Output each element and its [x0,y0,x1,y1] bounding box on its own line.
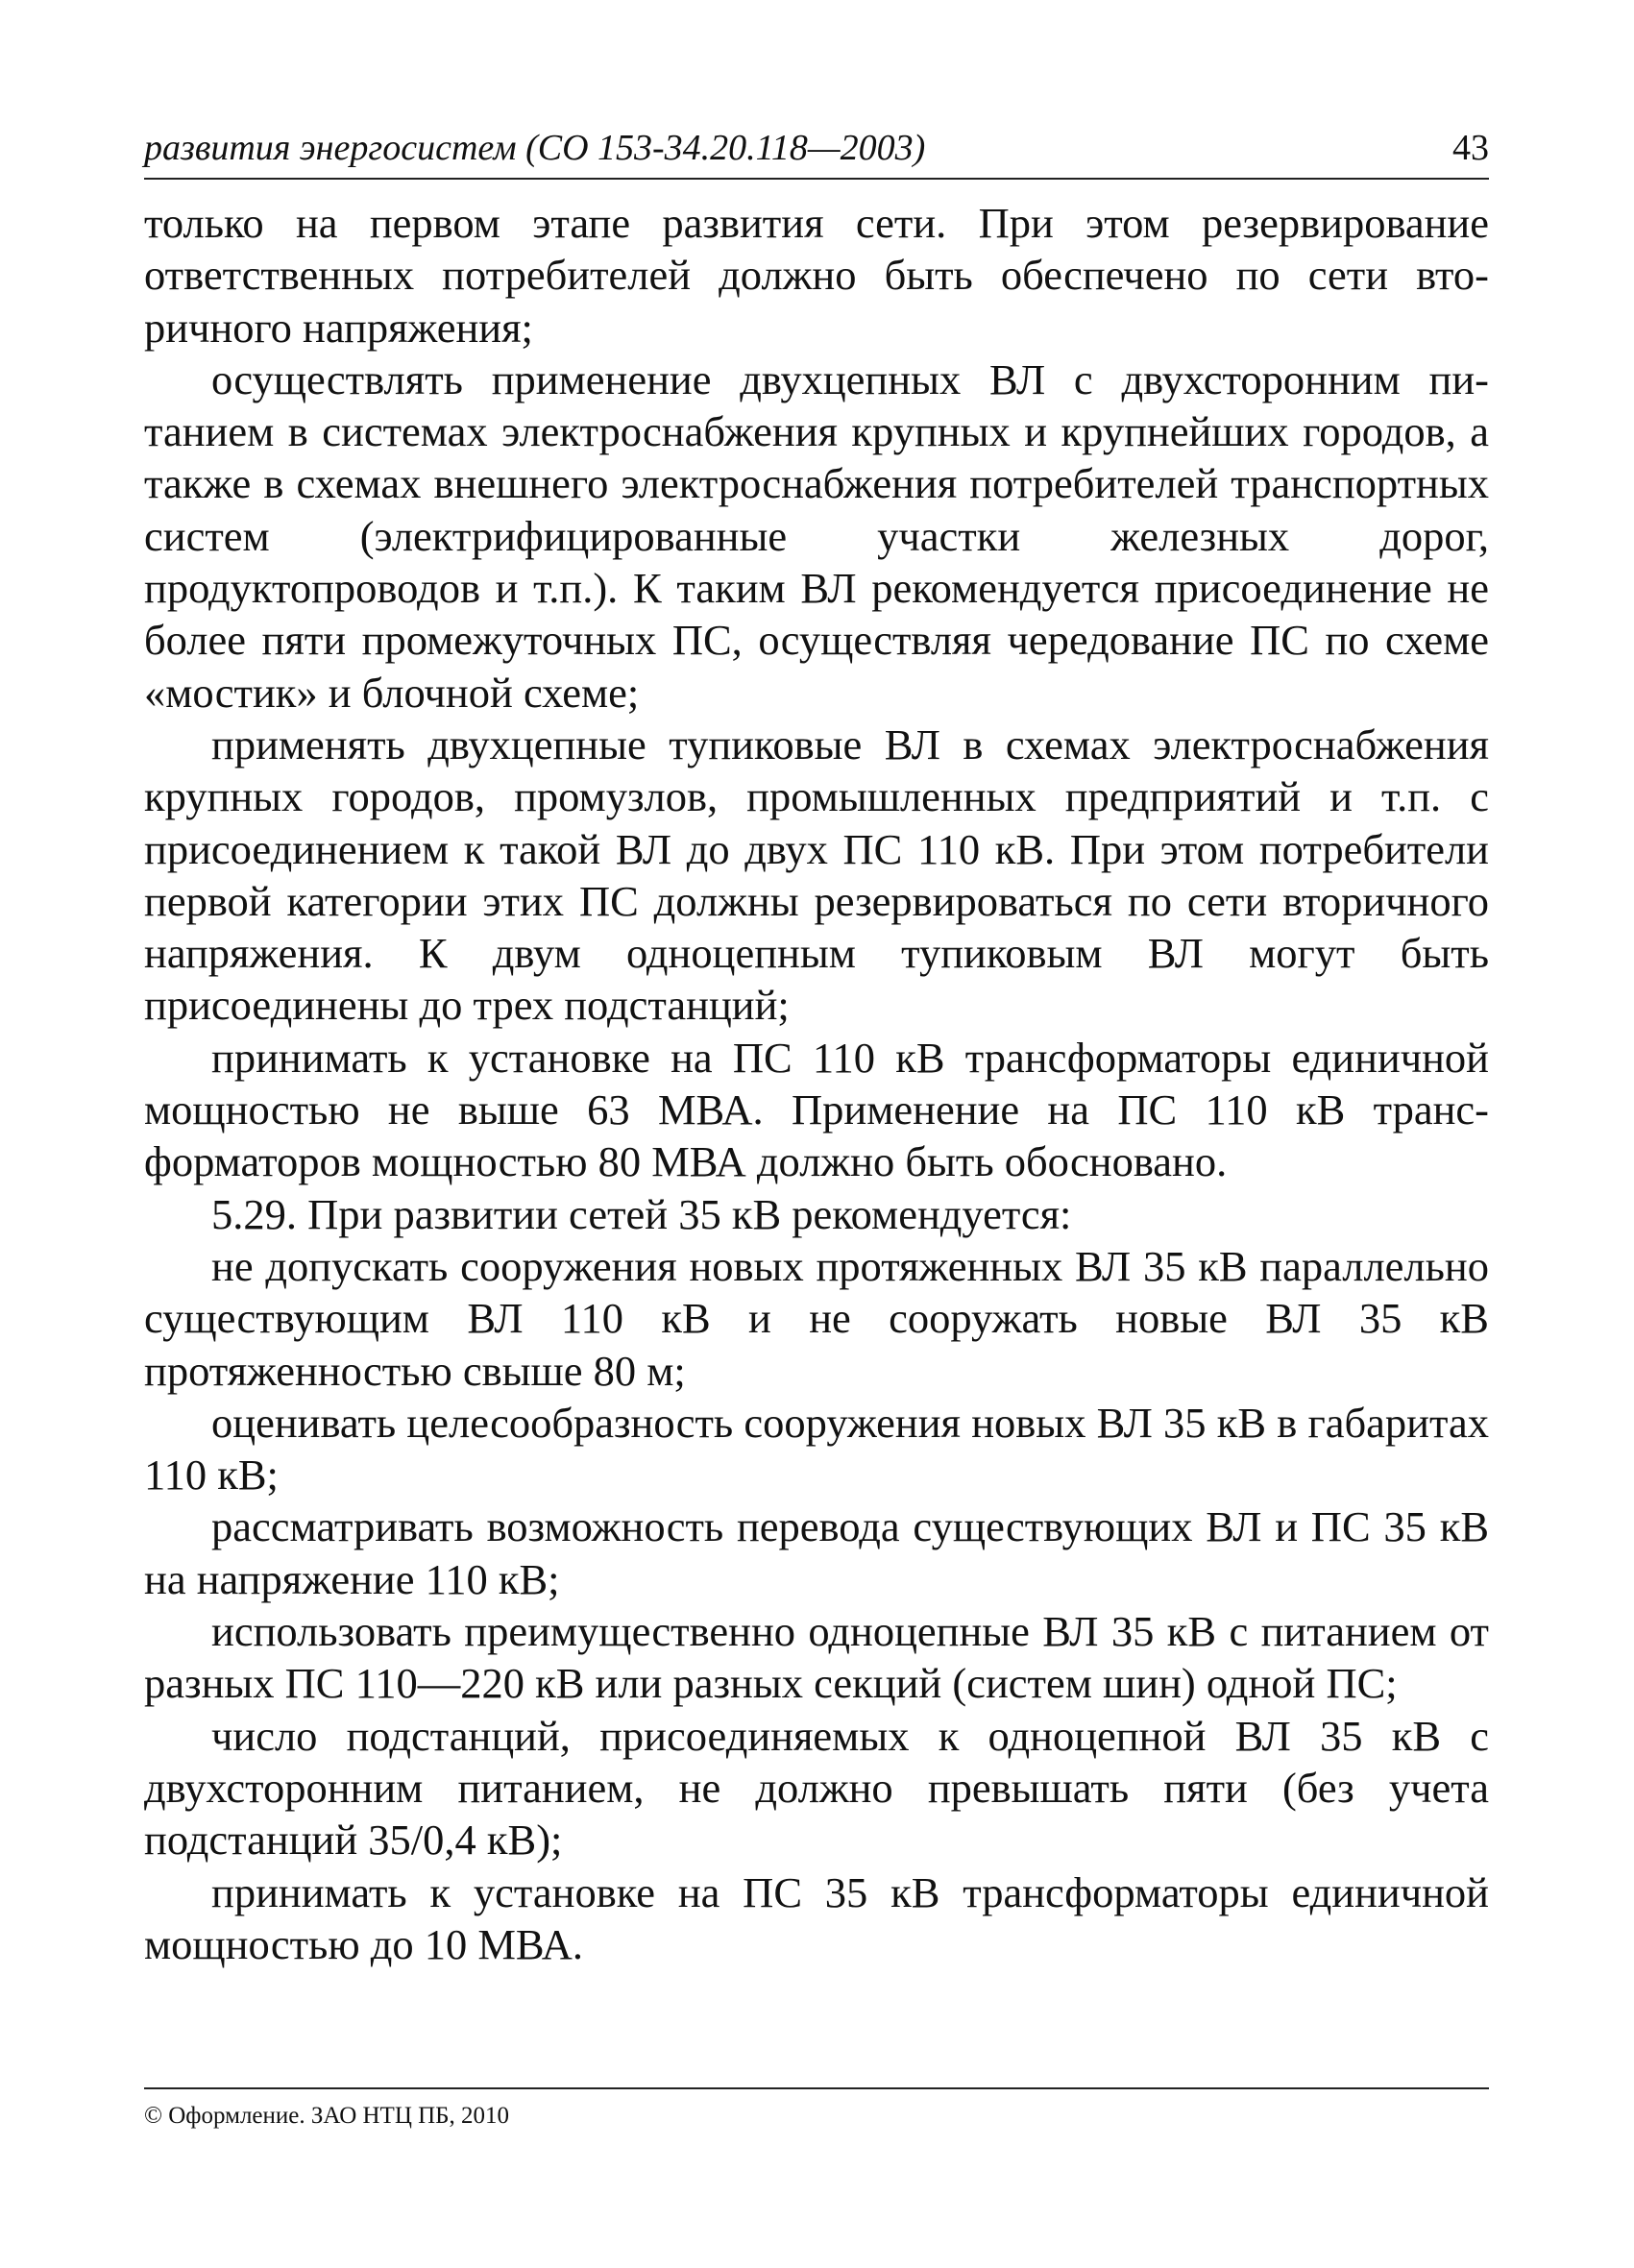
header-rule [144,178,1489,180]
footer-rule [144,2087,1489,2089]
paragraph: применять двухцепные тупиковые ВЛ в схемах электроснабжения крупных городов, промузлов, промышленных предприятий и т.п. с присоединением к такой ВЛ до двух ПС 110 кВ. При этом потребители первой категории этих ПС должны резервироваться по сети вторичного напряжения. К двум одноцепным тупиковым ВЛ могут быть присоединены до трех подстанций; [144,719,1489,1030]
running-header [144,123,1489,175]
footer-copyright: © Оформление. ЗАО НТЦ ПБ, 2010 [144,2103,510,2129]
paragraph: осуществлять применение двухцепных ВЛ с двухсторонним питанием в системах электроснабжения крупных и крупнейших городов, а также в схемах внешнего электроснабжения потребителей транспортных систем (электрифицированные участки железных дорог, продуктопроводов и т.п.). К таким ВЛ рекомендуется присоединение не более пяти промежуточных ПС, осуществляя чередование ПС по схеме «мостик» и блочной схеме; [144,354,1489,717]
paragraph: принимать к установке на ПС 110 кВ трансформаторы единичной мощностью не выше 63 МВА. Применение на ПС 110 кВ трансформаторов мощностью 80 МВА должно быть обосновано. [144,1033,1489,1186]
page-number: 43 [1452,128,1489,168]
section-heading-5-29: 5.29. При развитии сетей 35 кВ рекомендуется: [211,1189,1072,1238]
paragraph: рассматривать возможность перевода существующих ВЛ и ПС 35 кВ на напряжение 110 кВ; [144,1502,1489,1603]
paragraph: оценивать целесообразность сооружения новых ВЛ 35 кВ в габаритах 110 кВ; [144,1398,1489,1500]
paragraph: использовать преимущественно одноцепные ВЛ 35 кВ с питанием от разных ПС 110—220 кВ или разных секций (систем шин) одной ПС; [144,1607,1489,1708]
body-text [144,197,1489,1970]
header-title: развития энергосистем (СО 153-34.20.118—2003) [144,128,926,168]
paragraph: принимать к установке на ПС 35 кВ трансформаторы единичной мощностью до 10 МВА. [144,1867,1489,1968]
paragraph: не допускать сооружения новых протяженных ВЛ 35 кВ параллельно существующим ВЛ 110 кВ и не сооружать новые ВЛ 35 кВ протяженностью свыше 80 м; [144,1241,1489,1395]
paragraph-continued: только на первом этапе развития сети. При этом резервирование ответственных потребителей должно быть обеспечено по сети вторичного напряжения; [144,199,1489,352]
paragraph: число подстанций, присоединяемых к одноцепной ВЛ 35 кВ с двухсторонним питанием, не должно превышать пяти (без учета подстанций 35/0,4 кВ); [144,1711,1489,1865]
